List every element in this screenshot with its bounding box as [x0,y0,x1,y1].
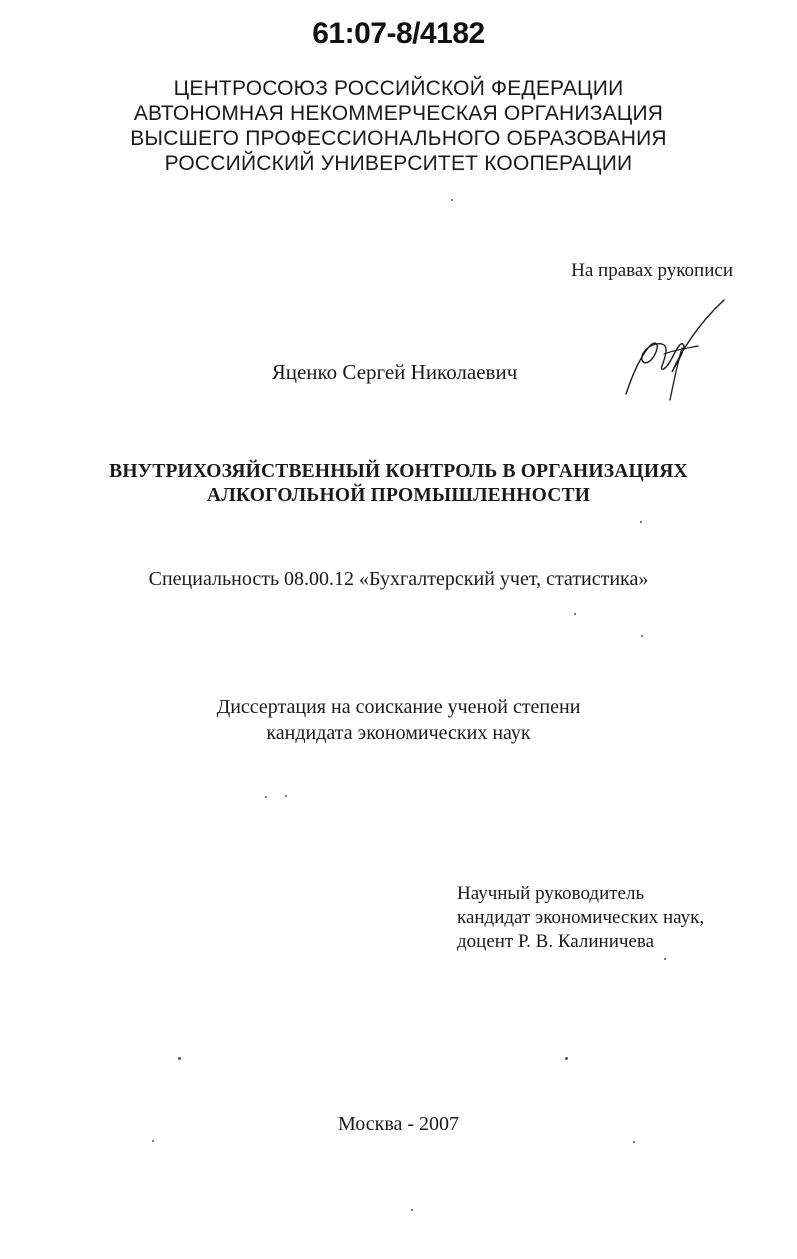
author-name-text: Яценко Сергей Николаевич [271,360,518,384]
supervisor-line: Научный руководитель [457,883,645,904]
scan-speck [664,958,666,960]
organization-line: АВТОНОМНАЯ НЕКОММЕРЧЕСКАЯ ОРГАНИЗАЦИЯ [133,102,664,125]
organization-line: ЦЕНТРОСОЮЗ РОССИЙСКОЙ ФЕДЕРАЦИИ [173,77,624,100]
degree-line: Диссертация на соискание ученой степени [216,696,581,718]
degree-statement [0,694,797,746]
supervisor-line: доцент Р. В. Калиничева [457,931,655,952]
manuscript-rights-note: На правах рукописи [571,260,733,281]
scientific-supervisor [457,882,704,954]
title-line: ВНУТРИХОЗЯЙСТВЕННЫЙ КОНТРОЛЬ В ОРГАНИЗАЦИЯХ [109,461,688,482]
scan-speck [265,796,267,798]
dissertation-title [0,460,797,508]
handwritten-signature [612,296,742,406]
scan-speck [565,1057,568,1060]
organization-line: РОССИЙСКИЙ УНИВЕРСИТЕТ КООПЕРАЦИИ [164,152,633,175]
scan-speck [640,521,642,523]
scan-speck [574,613,576,615]
title-line: АЛКОГОЛЬНОЙ ПРОМЫШЛЕННОСТИ [206,485,591,506]
specialty-line: Специальность 08.00.12 «Бухгалтерский учет, статистика» [148,568,649,590]
city-and-year: Москва - 2007 [337,1113,460,1135]
scan-speck [451,199,453,201]
scan-speck [152,1140,154,1142]
scan-speck [285,795,287,797]
archive-stamp-number: 61:07-8/4182 [312,17,485,50]
organization-header [0,76,797,176]
scan-speck [411,1209,413,1211]
scan-speck [633,1141,635,1143]
scan-speck [178,1057,181,1060]
organization-line: ВЫСШЕГО ПРОФЕССИОНАЛЬНОГО ОБРАЗОВАНИЯ [130,127,667,150]
degree-line: кандидата экономических наук [266,722,531,744]
supervisor-line: кандидат экономических наук, [457,907,705,928]
scan-speck [641,635,643,637]
